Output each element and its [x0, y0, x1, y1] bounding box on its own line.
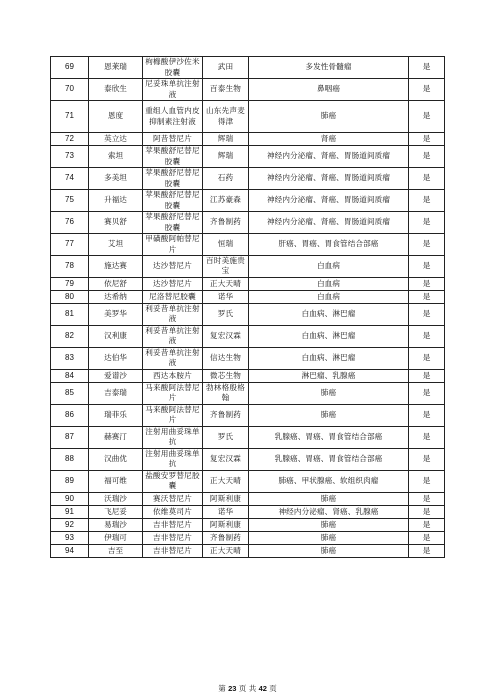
table-row [51, 382, 445, 404]
cell-ok: 是 [409, 347, 445, 369]
cell-no: 75 [51, 190, 89, 212]
cell-co: 微芯生物 [203, 369, 249, 382]
cell-drug: 重组人血管内皮抑制素注射液 [143, 101, 203, 133]
drug-table-body [51, 57, 445, 558]
cell-ind: 肺癌 [249, 544, 409, 557]
cell-no: 79 [51, 277, 89, 290]
page-footer: 第 23 页 共 42 页 [218, 684, 277, 693]
cell-no: 81 [51, 303, 89, 325]
cell-brand: 赫赛汀 [89, 426, 143, 448]
table-row [51, 544, 445, 557]
cell-ind: 肺癌 [249, 518, 409, 531]
cell-brand: 汉曲优 [89, 448, 143, 470]
cell-co: 齐鲁制药 [203, 212, 249, 234]
cell-co: 复宏汉霖 [203, 325, 249, 347]
cell-ok: 是 [409, 168, 445, 190]
cell-ok: 是 [409, 190, 445, 212]
cell-ind: 肾癌 [249, 133, 409, 146]
cell-ok: 是 [409, 470, 445, 492]
cell-ind: 神经内分泌瘤、肾癌、胃肠道间质瘤 [249, 168, 409, 190]
cell-co: 恒瑞 [203, 234, 249, 256]
table-row [51, 426, 445, 448]
cell-co: 阿斯利康 [203, 518, 249, 531]
cell-co: 勃林格殷格翰 [203, 382, 249, 404]
table-row [51, 168, 445, 190]
cell-no: 89 [51, 470, 89, 492]
cell-ind: 神经内分泌瘤、肾癌、胃肠道间质瘤 [249, 146, 409, 168]
cell-co: 罗氏 [203, 303, 249, 325]
cell-ok: 是 [409, 404, 445, 426]
cell-drug: 枸橼酸伊沙佐米胶囊 [143, 57, 203, 79]
cell-ok: 是 [409, 146, 445, 168]
cell-ok: 是 [409, 448, 445, 470]
cell-ind: 白血病 [249, 277, 409, 290]
cell-co: 石药 [203, 168, 249, 190]
cell-no: 85 [51, 382, 89, 404]
cell-brand: 升福达 [89, 190, 143, 212]
cell-ind: 淋巴瘤、乳腺癌 [249, 369, 409, 382]
cell-brand: 索坦 [89, 146, 143, 168]
table-row [51, 505, 445, 518]
cell-drug: 达沙替尼片 [143, 256, 203, 278]
cell-brand: 福可维 [89, 470, 143, 492]
cell-drug: 达沙替尼片 [143, 277, 203, 290]
cell-ok: 是 [409, 426, 445, 448]
cell-ind: 神经内分泌瘤、肾癌、乳腺癌 [249, 505, 409, 518]
cell-drug: 注射用曲妥珠单抗 [143, 426, 203, 448]
table-row [51, 256, 445, 278]
cell-no: 90 [51, 492, 89, 505]
cell-brand: 爱谱沙 [89, 369, 143, 382]
cell-ok: 是 [409, 234, 445, 256]
cell-ok: 是 [409, 57, 445, 79]
cell-ind: 乳腺癌、胃癌、胃食管结合部癌 [249, 426, 409, 448]
cell-brand: 飞尼妥 [89, 505, 143, 518]
cell-co: 百时美施贵宝 [203, 256, 249, 278]
cell-brand: 沃瑞沙 [89, 492, 143, 505]
cell-no: 94 [51, 544, 89, 557]
cell-co: 阿斯利康 [203, 492, 249, 505]
cell-drug: 吉非替尼片 [143, 518, 203, 531]
table-row [51, 369, 445, 382]
table-row [51, 448, 445, 470]
drug-table [50, 56, 445, 558]
cell-brand: 多美坦 [89, 168, 143, 190]
cell-ind: 肺癌 [249, 404, 409, 426]
cell-ok: 是 [409, 133, 445, 146]
cell-ok: 是 [409, 212, 445, 234]
table-row [51, 57, 445, 79]
cell-ok: 是 [409, 303, 445, 325]
cell-ind: 白血病、淋巴瘤 [249, 303, 409, 325]
cell-co: 武田 [203, 57, 249, 79]
cell-drug: 盐酸安罗替尼胶囊 [143, 470, 203, 492]
cell-ind: 乳腺癌、胃癌、胃食管结合部癌 [249, 448, 409, 470]
table-row [51, 470, 445, 492]
cell-co: 诺华 [203, 505, 249, 518]
cell-co: 山东先声麦得津 [203, 101, 249, 133]
cell-ind: 肺癌 [249, 531, 409, 544]
cell-drug: 利妥昔单抗注射液 [143, 347, 203, 369]
cell-drug: 注射用曲妥珠单抗 [143, 448, 203, 470]
cell-ind: 肺癌 [249, 101, 409, 133]
cell-co: 信达生物 [203, 347, 249, 369]
cell-ok: 是 [409, 101, 445, 133]
cell-brand: 恩度 [89, 101, 143, 133]
page-number: 23 [228, 684, 237, 693]
cell-ok: 是 [409, 382, 445, 404]
cell-drug: 吉非替尼片 [143, 544, 203, 557]
cell-ok: 是 [409, 290, 445, 303]
cell-no: 76 [51, 212, 89, 234]
cell-ind: 鼻咽癌 [249, 79, 409, 101]
cell-no: 91 [51, 505, 89, 518]
cell-ind: 白血病 [249, 256, 409, 278]
cell-co: 正大天晴 [203, 544, 249, 557]
cell-drug: 尼妥珠单抗注射液 [143, 79, 203, 101]
cell-co: 正大天晴 [203, 470, 249, 492]
table-row [51, 347, 445, 369]
cell-ok: 是 [409, 256, 445, 278]
cell-co: 辉瑞 [203, 146, 249, 168]
cell-ok: 是 [409, 544, 445, 557]
cell-no: 70 [51, 79, 89, 101]
table-row [51, 212, 445, 234]
cell-co: 复宏汉霖 [203, 448, 249, 470]
table-row [51, 79, 445, 101]
page-total: 42 [258, 684, 267, 693]
cell-co: 百泰生物 [203, 79, 249, 101]
cell-drug: 马来酸阿法替尼片 [143, 382, 203, 404]
cell-drug: 苹果酸舒尼替尼胶囊 [143, 168, 203, 190]
table-row [51, 492, 445, 505]
cell-brand: 吉至 [89, 544, 143, 557]
cell-drug: 苹果酸舒尼替尼胶囊 [143, 190, 203, 212]
cell-no: 77 [51, 234, 89, 256]
cell-co: 诺华 [203, 290, 249, 303]
table-row [51, 290, 445, 303]
cell-ind: 白血病、淋巴瘤 [249, 325, 409, 347]
table-row [51, 303, 445, 325]
cell-no: 82 [51, 325, 89, 347]
cell-ok: 是 [409, 505, 445, 518]
cell-brand: 艾坦 [89, 234, 143, 256]
cell-ind: 肺癌 [249, 382, 409, 404]
cell-co: 辉瑞 [203, 133, 249, 146]
cell-drug: 吉非替尼片 [143, 531, 203, 544]
cell-ok: 是 [409, 79, 445, 101]
cell-ind: 肺癌 [249, 492, 409, 505]
cell-no: 92 [51, 518, 89, 531]
cell-no: 88 [51, 448, 89, 470]
cell-no: 87 [51, 426, 89, 448]
cell-brand: 施达赛 [89, 256, 143, 278]
cell-no: 93 [51, 531, 89, 544]
cell-brand: 赛贝舒 [89, 212, 143, 234]
cell-drug: 尼洛替尼胶囊 [143, 290, 203, 303]
cell-ind: 肝癌、胃癌、胃食管结合部癌 [249, 234, 409, 256]
cell-ok: 是 [409, 369, 445, 382]
cell-brand: 美罗华 [89, 303, 143, 325]
cell-no: 80 [51, 290, 89, 303]
table-row [51, 133, 445, 146]
cell-brand: 依尼舒 [89, 277, 143, 290]
cell-ok: 是 [409, 325, 445, 347]
cell-ok: 是 [409, 518, 445, 531]
cell-drug: 苹果酸舒尼替尼胶囊 [143, 146, 203, 168]
table-row [51, 404, 445, 426]
cell-brand: 达伯华 [89, 347, 143, 369]
cell-brand: 汉利康 [89, 325, 143, 347]
table-row [51, 277, 445, 290]
cell-ok: 是 [409, 531, 445, 544]
cell-no: 84 [51, 369, 89, 382]
cell-co: 正大天晴 [203, 277, 249, 290]
cell-drug: 利妥昔单抗注射液 [143, 325, 203, 347]
cell-no: 69 [51, 57, 89, 79]
cell-drug: 阿昔替尼片 [143, 133, 203, 146]
cell-no: 78 [51, 256, 89, 278]
cell-no: 86 [51, 404, 89, 426]
cell-drug: 苹果酸舒尼替尼胶囊 [143, 212, 203, 234]
cell-brand: 恩莱瑞 [89, 57, 143, 79]
table-row [51, 518, 445, 531]
cell-co: 江苏豪森 [203, 190, 249, 212]
cell-ind: 神经内分泌瘤、肾癌、胃肠道间质瘤 [249, 190, 409, 212]
cell-drug: 赛沃替尼片 [143, 492, 203, 505]
cell-ind: 肺癌、甲状腺癌、软组织肉瘤 [249, 470, 409, 492]
cell-no: 72 [51, 133, 89, 146]
cell-drug: 甲磺酸阿帕替尼片 [143, 234, 203, 256]
table-row [51, 325, 445, 347]
cell-co: 罗氏 [203, 426, 249, 448]
cell-drug: 西达本胺片 [143, 369, 203, 382]
table-row [51, 190, 445, 212]
cell-brand: 易瑞沙 [89, 518, 143, 531]
cell-no: 71 [51, 101, 89, 133]
drug-table-page [50, 56, 444, 558]
cell-ok: 是 [409, 492, 445, 505]
cell-ind: 白血病 [249, 290, 409, 303]
cell-brand: 吉泰瑞 [89, 382, 143, 404]
table-row [51, 531, 445, 544]
cell-ind: 白血病、淋巴瘤 [249, 347, 409, 369]
cell-brand: 英立达 [89, 133, 143, 146]
cell-no: 74 [51, 168, 89, 190]
cell-drug: 马来酸阿法替尼片 [143, 404, 203, 426]
cell-co: 齐鲁制药 [203, 404, 249, 426]
cell-brand: 泰欣生 [89, 79, 143, 101]
cell-drug: 利妥昔单抗注射液 [143, 303, 203, 325]
cell-brand: 伊瑞可 [89, 531, 143, 544]
cell-brand: 瑞菲乐 [89, 404, 143, 426]
table-row [51, 234, 445, 256]
cell-drug: 依维莫司片 [143, 505, 203, 518]
table-row [51, 146, 445, 168]
cell-no: 83 [51, 347, 89, 369]
cell-no: 73 [51, 146, 89, 168]
cell-ind: 神经内分泌瘤、肾癌、胃肠道间质瘤 [249, 212, 409, 234]
table-row [51, 101, 445, 133]
cell-co: 齐鲁制药 [203, 531, 249, 544]
cell-ind: 多发性骨髓瘤 [249, 57, 409, 79]
cell-ok: 是 [409, 277, 445, 290]
cell-brand: 达希纳 [89, 290, 143, 303]
